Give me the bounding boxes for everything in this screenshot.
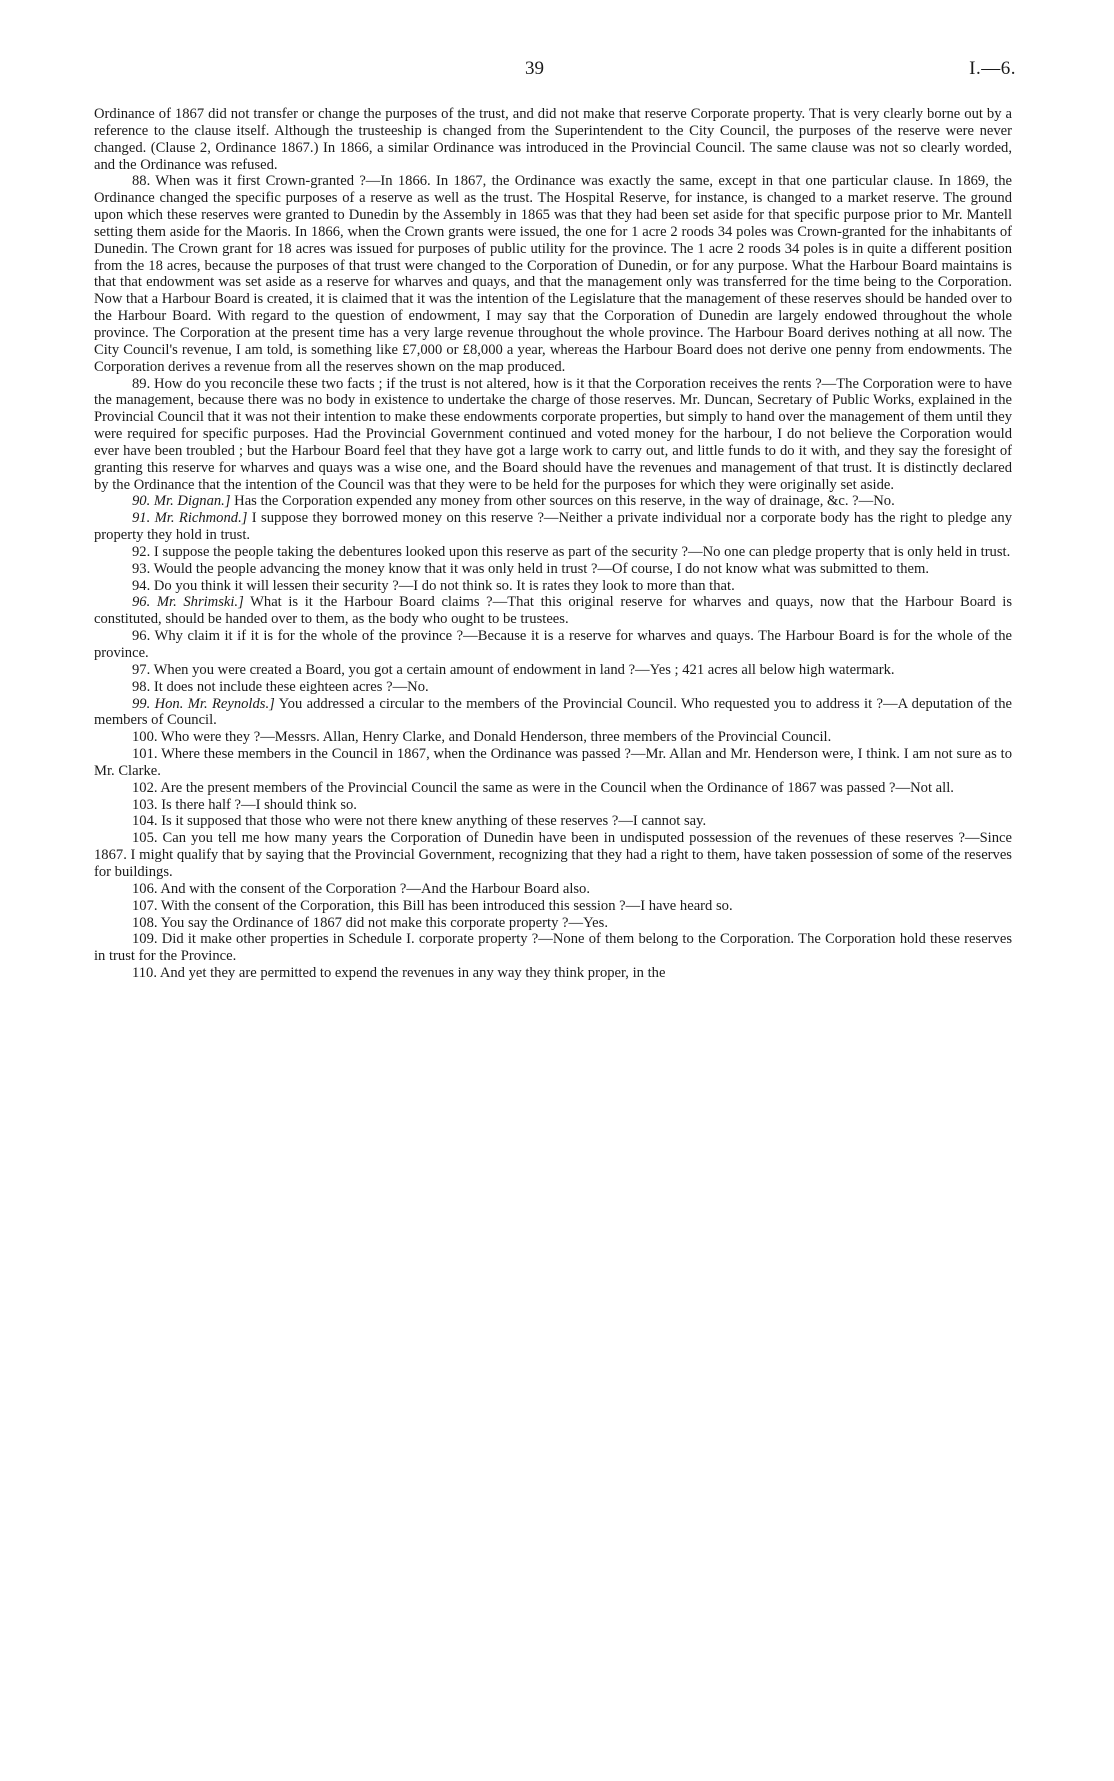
paragraph-text: 88. When was it first Crown-granted ?—In 1866. In 1867, the Ordinance was exactly the same, except in that one particular clause. In 1869, the Ordinance changed the specific purposes of a reserve as well as the trust. The Hospital Reserve, for instance, is changed to a market reserve. The ground upon which these reserves were granted to Dunedin by the Assembly in 1865 was that they had been set aside for that specific purpose prior to Mr. Mantell setting them aside for the Maoris. In 1866, when the Crown grants were issued, the one for 1 acre 2 roods 34 poles was Crown-granted for the inhabitants of Dunedin. The Crown grant for 18 acres was issued for purposes of public utility for the province. The 1 acre 2 roods 34 poles is in quite a different position from the 18 acres, because the purposes of that trust were changed to the Corporation of Dunedin, or for any purpose. What the Harbour Board maintains is that that endowment was set aside as a reserve for wharves and quays, and that the management only was transferred for the time being to the Corporation. Now that a Harbour Board is created, it is claimed that it was the intention of the Legislature that the management of these reserves should be handed over to the Harbour Board. With regard to the question of endowment, I may say that the Corporation of Dunedin are largely endowed throughout the whole province. The Corporation at the present time has a very large revenue throughout the whole province. The Harbour Board derives nothing at all now. The City Council's revenue, I am told, is something like £7,000 or £8,000 a year, whereas the Harbour Board does not derive one penny from endowments. The Corporation derives a revenue from all the reserves shown on the map produced. xyxy=(94,173,1012,375)
paragraph-107 xyxy=(94,898,1012,915)
paragraph-98 xyxy=(94,679,1012,696)
paragraph-text: 94. Do you think it will lessen their security ?—I do not think so. It is rates they look to more than that. xyxy=(132,577,735,594)
paragraph-text: Has the Corporation expended any money from other sources on this reserve, in the way of drainage, &c. ?—No. xyxy=(230,493,895,510)
paragraph-106 xyxy=(94,881,1012,898)
paragraph-text: 102. Are the present members of the Provincial Council the same as were in the Council when the Ordinance of 1867 was passed ?—Not all. xyxy=(132,779,954,796)
paragraph-text: 97. When you were created a Board, you got a certain amount of endowment in land ?—Yes ; 421 acres all below high watermark. xyxy=(132,661,895,678)
paragraph-88 xyxy=(94,173,1012,375)
paragraph-text: 101. Where these members in the Council in 1867, when the Ordinance was passed ?—Mr. Allan and Mr. Henderson were, I think. I am not sure as to Mr. Clarke. xyxy=(94,746,1012,779)
paragraph-95 xyxy=(94,594,1012,628)
report-code: I.—6. xyxy=(969,58,1016,79)
page-header xyxy=(0,58,1114,82)
speaker-label: 99. Hon. Mr. Reynolds.] xyxy=(132,695,275,712)
paragraph-text: 110. And yet they are permitted to expend the revenues in any way they think proper, in the xyxy=(132,965,666,982)
paragraph-text: 108. You say the Ordinance of 1867 did not make this corporate property ?—Yes. xyxy=(132,914,608,931)
speaker-label: 96. Mr. Shrimski.] xyxy=(132,594,244,611)
paragraph-91 xyxy=(94,510,1012,544)
paragraph-text: 103. Is there half ?—I should think so. xyxy=(132,796,357,813)
paragraph-110 xyxy=(94,965,1012,982)
paragraph-text: 106. And with the consent of the Corporation ?—And the Harbour Board also. xyxy=(132,880,590,897)
paragraph-105 xyxy=(94,830,1012,881)
paragraph-text: 105. Can you tell me how many years the Corporation of Dunedin have been in undisputed possession of the revenues of these reserves ?—Since 1867. I might qualify that by saying that the Provincial Government, recognizing that they had a right to them, have taken possession of some of the reserves for buildings. xyxy=(94,830,1012,880)
paragraph-text: 104. Is it supposed that those who were not there knew anything of these reserves ?—I cannot say. xyxy=(132,813,707,830)
paragraph-text: 109. Did it make other properties in Schedule I. corporate property ?—None of them belong to the Corporation. The Corporation hold these reserves in trust for the Province. xyxy=(94,931,1012,965)
paragraph-text: 100. Who were they ?—Messrs. Allan, Henry Clarke, and Donald Henderson, three members of the Provincial Council. xyxy=(132,729,832,746)
paragraph-102 xyxy=(94,780,1012,797)
paragraph-99 xyxy=(94,696,1012,730)
paragraph-text: I suppose they borrowed money on this reserve ?—Neither a private individual nor a corporate body has the right to pledge any property they hold in trust. xyxy=(94,510,1012,544)
paragraph-text: 96. Why claim it if it is for the whole of the province ?—Because it is a reserve for wharves and quays. The Harbour Board is for the whole of the province. xyxy=(94,628,1012,661)
paragraph-92 xyxy=(94,544,1012,561)
opening-paragraph: Ordinance of 1867 did not transfer or change the purposes of the trust, and did not make that reserve Corporate property. That is very clearly borne out by a reference to the clause itself. Although the trusteeship is changed from the Superintendent to the City Council, the purposes of the reserve were never changed. (Clause 2, Ordinance 1867.) In 1866, a similar Ordinance was introduced in the Provincial Council. The same clause was not so clearly worded, and the Ordinance was refused. xyxy=(94,106,1012,173)
paragraph-109 xyxy=(94,931,1012,965)
paragraph-text: 92. I suppose the people taking the debentures looked upon this reserve as part of the security ?—No one can pledge property that is only held in trust. xyxy=(132,543,1011,560)
speaker-label: 90. Mr. Dignan.] xyxy=(132,493,231,510)
paragraph-94 xyxy=(94,578,1012,595)
paragraph-text: 93. Would the people advancing the money know that it was only held in trust ?—Of course, I do not know what was submitted to them. xyxy=(132,560,930,577)
page-number: 39 xyxy=(525,58,544,79)
paragraph-text: What is it the Harbour Board claims ?—That this original reserve for wharves and quays, now that the Harbour Board is constituted, should be handed over to them, as the body who ought to be trustees. xyxy=(94,594,1012,628)
paragraph-text: 89. How do you reconcile these two facts ; if the trust is not altered, how is it that the Corporation receives the rents ?—The Corporation were to have the management, because there was no body in existence to undertake the charge of those reserves. Mr. Duncan, Secretary of Public Works, explained in the Provincial Council that it was not their intention to make these endowments corporate properties, but simply to hand over the management of them until they were required for specific purposes. Had the Provincial Government continued and voted money for the harbour, I do not believe the Corporation would ever have been troubled ; but the Harbour Board feel that they have got a large work to carry out, and little funds to do it with, and they say the foresight of granting this reserve for wharves and quays was a wise one, and the Board should have the revenues and management of that trust. It is distinctly declared by the Ordinance that the intention of the Council was that they were to be held for the purposes for which they were originally set aside. xyxy=(94,375,1012,493)
paragraph-108 xyxy=(94,915,1012,932)
paragraph-text: 107. With the consent of the Corporation, this Bill has been introduced this session ?—I have heard so. xyxy=(132,897,733,914)
paragraph-93 xyxy=(94,561,1012,578)
paragraph-104 xyxy=(94,813,1012,830)
paragraph-101 xyxy=(94,746,1012,780)
paragraph-text: You addressed a circular to the members of the Provincial Council. Who requested you to address it ?—A deputation of the members of Council. xyxy=(94,695,1012,729)
paragraph-97 xyxy=(94,662,1012,679)
paragraph-103 xyxy=(94,797,1012,814)
body-text xyxy=(94,106,1012,982)
paragraph-90 xyxy=(94,493,1012,510)
speaker-label: 91. Mr. Richmond.] xyxy=(132,510,248,527)
paragraph-89 xyxy=(94,376,1012,494)
paragraph-text: 98. It does not include these eighteen acres ?—No. xyxy=(132,678,429,695)
paragraph-100 xyxy=(94,729,1012,746)
paragraph-96 xyxy=(94,628,1012,662)
